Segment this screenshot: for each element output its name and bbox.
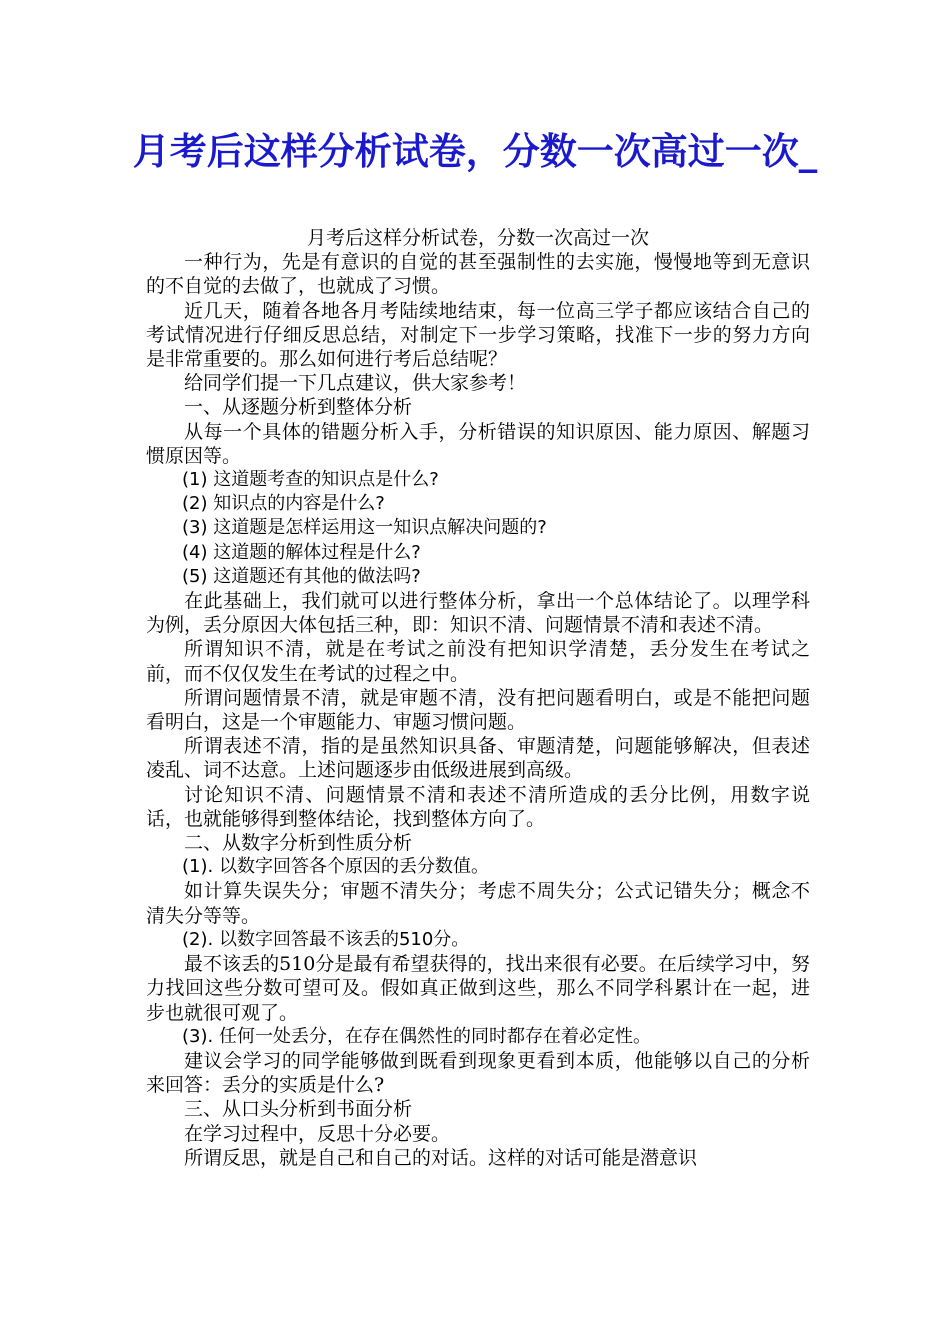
- list-item: (4) 这道题的解体过程是什么?: [182, 541, 421, 563]
- paragraph: 最不该丢的510分是最有希望获得的，找出来很有必要。在后续学习中，努力找回这些分数可望可及。假如真正做到这些，那么不同学科累计在一起，进步也就很可观了。: [146, 953, 810, 1024]
- paragraph: 所谓反思，就是自己和自己的对话。这样的对话可能是潜意识: [184, 1146, 698, 1169]
- list-item: (5) 这道题还有其他的做法吗?: [182, 565, 421, 587]
- paragraph: 从每一个具体的错题分析入手，分析错误的知识原因、能力原因、解题习惯原因等。: [146, 420, 810, 467]
- list-item: (3) 这道题是怎样运用这一知识点解决问题的?: [182, 517, 547, 539]
- document-body: [146, 226, 810, 1170]
- list-item: (1). 以数字回答各个原因的丢分数值。: [182, 856, 489, 878]
- paragraph: 所谓知识不清，就是在考试之前没有把知识学清楚，丢分发生在考试之前，而不仅仅发生在考试的过程之中。: [146, 638, 810, 685]
- paragraph: 在学习过程中，反思十分必要。: [184, 1122, 451, 1145]
- paragraph: 所谓问题情景不清，就是审题不清，没有把问题看明白，或是不能把问题看明白，这是一个审题能力、审题习惯问题。: [146, 686, 810, 734]
- paragraph: 讨论知识不清、问题情景不清和表述不清所造成的丢分比例，用数字说话，也就能够得到整体结论，找到整体方向了。: [146, 783, 810, 830]
- section-heading-1: 一、从逐题分析到整体分析: [184, 396, 413, 419]
- document-subtitle: 月考后这样分析试卷，分数一次高过一次: [306, 227, 649, 249]
- paragraph: 如计算失误失分；审题不清失分；考虑不周失分；公式记错失分；概念不清失分等等。: [146, 880, 810, 927]
- list-item: (2) 知识点的内容是什么?: [182, 493, 385, 515]
- paragraph: 所谓表述不清，指的是虽然知识具备、审题清楚，问题能够解决，但表述凌乱、词不达意。上述问题逐步由低级进展到高级。: [146, 735, 810, 782]
- list-item: (3). 任何一处丢分，在存在偶然性的同时都存在着必定性。: [182, 1025, 651, 1047]
- paragraph: 给同学们提一下几点建议，供大家参考！: [184, 372, 527, 395]
- paragraph: 近几天，随着各地各月考陆续地结束，每一位高三学子都应该结合自己的考试情况进行仔细反思总结，对制定下一步学习策略，找准下一步的努力方向是非常重要的。那么如何进行考后总结呢？: [146, 299, 810, 371]
- document-title: 月考后这样分析试卷，分数一次高过一次_: [132, 130, 818, 173]
- paragraph: 建议会学习的同学能够做到既看到现象更看到本质，他能够以自己的分析来回答：丢分的实质是什么?: [146, 1049, 810, 1097]
- paragraph: 在此基础上，我们就可以进行整体分析，拿出一个总体结论了。以理学科为例，丢分原因大体包括三种，即：知识不清、问题情景不清和表述不清。: [146, 590, 810, 637]
- list-item: (2). 以数字回答最不该丢的510分。: [182, 928, 470, 950]
- list-item: (1) 这道题考查的知识点是什么?: [182, 469, 439, 491]
- section-heading-3: 三、从口头分析到书面分析: [184, 1098, 413, 1121]
- section-heading-2: 二、从数字分析到性质分析: [184, 832, 413, 855]
- paragraph-intro: 一种行为，先是有意识的自觉的甚至强制性的去实施，慢慢地等到无意识的不自觉的去做了，也就成了习惯。: [146, 251, 810, 298]
